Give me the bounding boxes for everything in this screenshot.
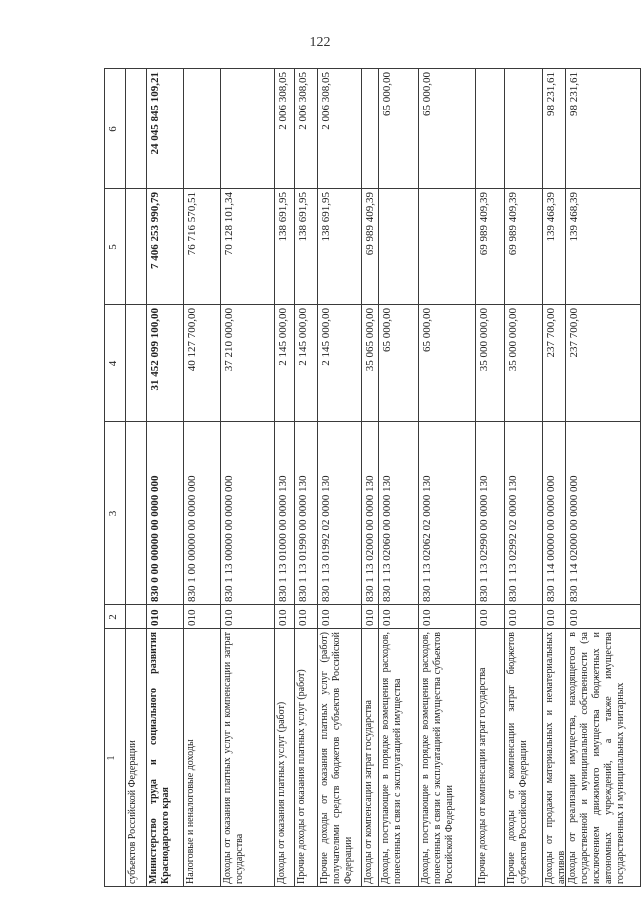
table-cell — [221, 629, 275, 887]
cell-name: Доходы от компенсации затрат государства — [363, 700, 374, 884]
table-cell — [221, 69, 275, 189]
cell-c6 — [126, 69, 147, 189]
cell-name: Министерство труда и социального развития Краснодарского края — [148, 632, 171, 884]
table-cell — [566, 629, 641, 887]
cell-admin: 010 — [421, 609, 433, 626]
cell-admin: 010 — [381, 609, 393, 626]
header-cell — [105, 189, 126, 305]
cell-c5: 138 691,95 — [277, 192, 289, 242]
table-cell — [275, 69, 295, 189]
cell-code: 830 1 13 02062 02 0000 130 — [421, 475, 433, 602]
table-cell — [362, 189, 379, 305]
table-cell — [126, 605, 147, 629]
table-cell — [379, 422, 419, 605]
table-cell — [318, 189, 362, 305]
table-cell — [184, 629, 221, 887]
header-label: 1 — [106, 755, 117, 761]
table-cell — [566, 422, 641, 605]
cell-c4: 35 065 000,00 — [364, 308, 376, 372]
cell-name: Прочие доходы от компенсации затрат бюджетов субъектов Российской Федерации — [506, 632, 529, 884]
cell-c6 — [476, 69, 505, 189]
table-cell — [147, 422, 184, 605]
table-cell — [295, 422, 318, 605]
table-cell — [379, 605, 419, 629]
cell-c5: 69 989 409,39 — [364, 192, 376, 256]
cell-c5: 139 468,39 — [545, 192, 557, 242]
table-cell — [419, 189, 476, 305]
cell-c4: 40 127 700,00 — [186, 308, 198, 372]
cell-c5: 76 716 570,51 — [186, 192, 198, 256]
table-cell — [505, 189, 543, 305]
table-cell — [295, 305, 318, 422]
table-band-col-2 — [105, 605, 641, 629]
table-cell — [126, 629, 147, 887]
cell-code: 830 1 14 00000 00 0000 000 — [545, 475, 557, 602]
cell-c5: 138 691,95 — [320, 192, 332, 242]
table-cell — [221, 605, 275, 629]
cell-c4: 37 210 000,00 — [223, 308, 235, 372]
table-cell — [505, 305, 543, 422]
cell-code: 830 1 13 01990 00 0000 130 — [297, 475, 309, 602]
table-cell — [566, 605, 641, 629]
table-cell — [147, 305, 184, 422]
cell-c4 — [126, 305, 147, 422]
table-cell — [318, 605, 362, 629]
table-cell — [275, 189, 295, 305]
table-cell — [318, 305, 362, 422]
cell-name: Прочие доходы от оказания платных услуг (работ) — [296, 669, 307, 884]
cell-code: 830 1 13 00000 00 0000 000 — [223, 475, 235, 602]
cell-c5: 138 691,95 — [297, 192, 309, 242]
table-cell — [476, 605, 505, 629]
table-cell — [379, 629, 419, 887]
table-cell — [543, 305, 566, 422]
table-band-col-1 — [105, 629, 641, 887]
cell-admin: 010 — [364, 609, 376, 626]
cell-c4: 35 000 000,00 — [478, 308, 490, 372]
cell-c4: 31 452 099 100,00 — [149, 308, 161, 391]
cell-name: Доходы от продажи материальных и нематериальных активов — [544, 632, 567, 884]
cell-name: Доходы от оказания платных услуг и компенсации затрат государства — [222, 632, 245, 884]
table-cell — [362, 305, 379, 422]
cell-name: субъектов Российской Федерации — [127, 740, 138, 884]
cell-admin: 010 — [568, 609, 580, 626]
cell-admin: 010 — [277, 609, 289, 626]
table-cell — [221, 189, 275, 305]
table-cell — [126, 69, 147, 189]
table-cell — [379, 69, 419, 189]
table-cell — [318, 69, 362, 189]
table-cell — [362, 69, 379, 189]
header-label: 5 — [107, 244, 119, 250]
cell-name: Прочие доходы от компенсации затрат государства — [477, 667, 488, 884]
cell-c5 — [126, 189, 147, 305]
table-cell — [275, 422, 295, 605]
cell-code: 830 1 13 01992 02 0000 130 — [320, 475, 332, 602]
table-cell — [543, 422, 566, 605]
cell-code: 830 1 13 02992 02 0000 130 — [507, 475, 519, 602]
table-cell — [184, 69, 221, 189]
table-cell — [505, 605, 543, 629]
cell-name: Доходы, поступающие в порядке возмещения расходов, понесенных в связи с эксплуатацией имущества — [380, 632, 403, 884]
table-band-col-4 — [105, 305, 641, 422]
table-cell — [476, 305, 505, 422]
cell-code: 830 1 14 02000 00 0000 000 — [568, 475, 580, 602]
header-cell — [105, 605, 126, 629]
cell-c5: 69 989 409,39 — [507, 192, 519, 256]
page-number: 122 — [309, 35, 331, 50]
table-cell — [379, 189, 419, 305]
cell-c5: 139 468,39 — [568, 192, 580, 242]
table-band-col-6 — [105, 69, 641, 189]
table-cell — [147, 69, 184, 189]
table-cell — [476, 422, 505, 605]
cell-code: 830 1 00 00000 00 0000 000 — [186, 475, 198, 602]
cell-c4: 65 000,00 — [381, 308, 393, 352]
cell-c4: 65 000,00 — [421, 308, 433, 352]
table-cell — [275, 605, 295, 629]
cell-code: 830 1 13 02990 00 0000 130 — [478, 475, 490, 602]
cell-c6: 2 006 308,05 — [297, 72, 309, 130]
table-cell — [419, 69, 476, 189]
table-cell — [184, 189, 221, 305]
cell-c5: 69 989 409,39 — [478, 192, 490, 256]
table-cell — [566, 189, 641, 305]
table-cell — [295, 69, 318, 189]
cell-admin: 010 — [478, 609, 490, 626]
cell-name: Доходы от реализации имущества, находящегося в государственной и муниципальной собственности (за исключением движимого имущества бюджетных и автономных учреждений, а также имущества государственных и муниципальных унитарных — [567, 632, 626, 884]
cell-code: 830 1 13 01000 00 0000 130 — [277, 475, 289, 602]
cell-c4: 35 000 000,00 — [507, 308, 519, 372]
cell-admin: 010 — [223, 609, 235, 626]
table-cell — [318, 629, 362, 887]
cell-c4: 2 145 000,00 — [297, 308, 309, 366]
table-cell — [476, 629, 505, 887]
table-cell — [505, 422, 543, 605]
table-cell — [543, 605, 566, 629]
cell-c5 — [379, 189, 419, 305]
table-cell — [362, 605, 379, 629]
cell-c4: 237 700,00 — [545, 308, 557, 358]
table-band-col-3 — [105, 422, 641, 605]
cell-admin: 010 — [149, 609, 161, 626]
cell-admin: 010 — [186, 609, 198, 626]
cell-name: Доходы от оказания платных услуг (работ) — [276, 701, 287, 884]
table-cell — [147, 189, 184, 305]
cell-c6 — [221, 69, 275, 189]
cell-c5: 70 128 101,34 — [223, 192, 235, 256]
table-cell — [275, 305, 295, 422]
table-cell — [184, 422, 221, 605]
table-cell — [362, 422, 379, 605]
revenue-table — [104, 68, 641, 887]
table-cell — [126, 305, 147, 422]
table-cell — [543, 629, 566, 887]
table-cell — [221, 422, 275, 605]
cell-c6 — [362, 69, 379, 189]
table-cell — [379, 305, 419, 422]
header-cell — [105, 422, 126, 605]
cell-admin — [126, 605, 147, 629]
cell-c6: 65 000,00 — [421, 72, 433, 116]
table-cell — [476, 189, 505, 305]
header-label: 4 — [107, 360, 119, 367]
cell-c6: 24 045 845 109,21 — [149, 72, 161, 155]
cell-c4: 2 145 000,00 — [277, 308, 289, 366]
cell-code: 830 0 00 00000 00 0000 000 — [149, 475, 161, 602]
cell-c4: 237 700,00 — [568, 308, 580, 358]
table-cell — [147, 629, 184, 887]
table-cell — [147, 605, 184, 629]
table-band-col-5 — [105, 189, 641, 305]
table-cell — [505, 629, 543, 887]
table-cell — [295, 629, 318, 887]
cell-admin: 010 — [545, 609, 557, 626]
cell-c4: 2 145 000,00 — [320, 308, 332, 366]
cell-c6: 2 006 308,05 — [320, 72, 332, 130]
header-cell — [105, 305, 126, 422]
cell-c5: 7 406 253 990,79 — [149, 192, 161, 269]
header-label: 6 — [107, 126, 119, 132]
table-cell — [362, 629, 379, 887]
table-cell — [419, 422, 476, 605]
table-cell — [476, 69, 505, 189]
cell-c6: 2 006 308,05 — [277, 72, 289, 130]
cell-admin: 010 — [297, 609, 309, 626]
table-cell — [275, 629, 295, 887]
table-cell — [566, 305, 641, 422]
table-cell — [318, 422, 362, 605]
cell-c6: 98 231,61 — [545, 72, 557, 116]
table-cell — [126, 422, 147, 605]
cell-code: 830 1 13 02000 00 0000 130 — [364, 475, 376, 602]
table-cell — [419, 305, 476, 422]
cell-name: Доходы, поступающие в порядке возмещения расходов, понесенных в связи с эксплуатацией имущества субъектов Российской Федерации — [420, 632, 455, 884]
cell-c6 — [505, 69, 543, 189]
table-cell — [184, 605, 221, 629]
cell-c6: 98 231,61 — [568, 72, 580, 116]
table-cell — [419, 605, 476, 629]
table-cell — [543, 69, 566, 189]
table-cell — [184, 305, 221, 422]
table-cell — [566, 69, 641, 189]
table-cell — [295, 189, 318, 305]
table-cell — [419, 629, 476, 887]
table-cell — [126, 189, 147, 305]
header-cell — [105, 629, 126, 887]
header-label: 3 — [107, 510, 119, 517]
cell-admin: 010 — [320, 609, 332, 626]
cell-name: Прочие доходы от оказания платных услуг (работ) получателями средств бюджетов субъектов Российской Федерации — [319, 632, 354, 884]
table-cell — [505, 69, 543, 189]
cell-c6: 65 000,00 — [381, 72, 393, 116]
header-cell — [105, 69, 126, 189]
cell-c6 — [184, 69, 221, 189]
cell-code — [126, 422, 147, 605]
table-cell — [543, 189, 566, 305]
table-cell — [221, 305, 275, 422]
cell-admin: 010 — [507, 609, 519, 626]
cell-c5 — [419, 189, 476, 305]
table-cell — [295, 605, 318, 629]
cell-code: 830 1 13 02060 00 0000 130 — [381, 475, 393, 602]
cell-name: Налоговые и неналоговые доходы — [185, 739, 196, 884]
header-label: 2 — [107, 614, 119, 620]
